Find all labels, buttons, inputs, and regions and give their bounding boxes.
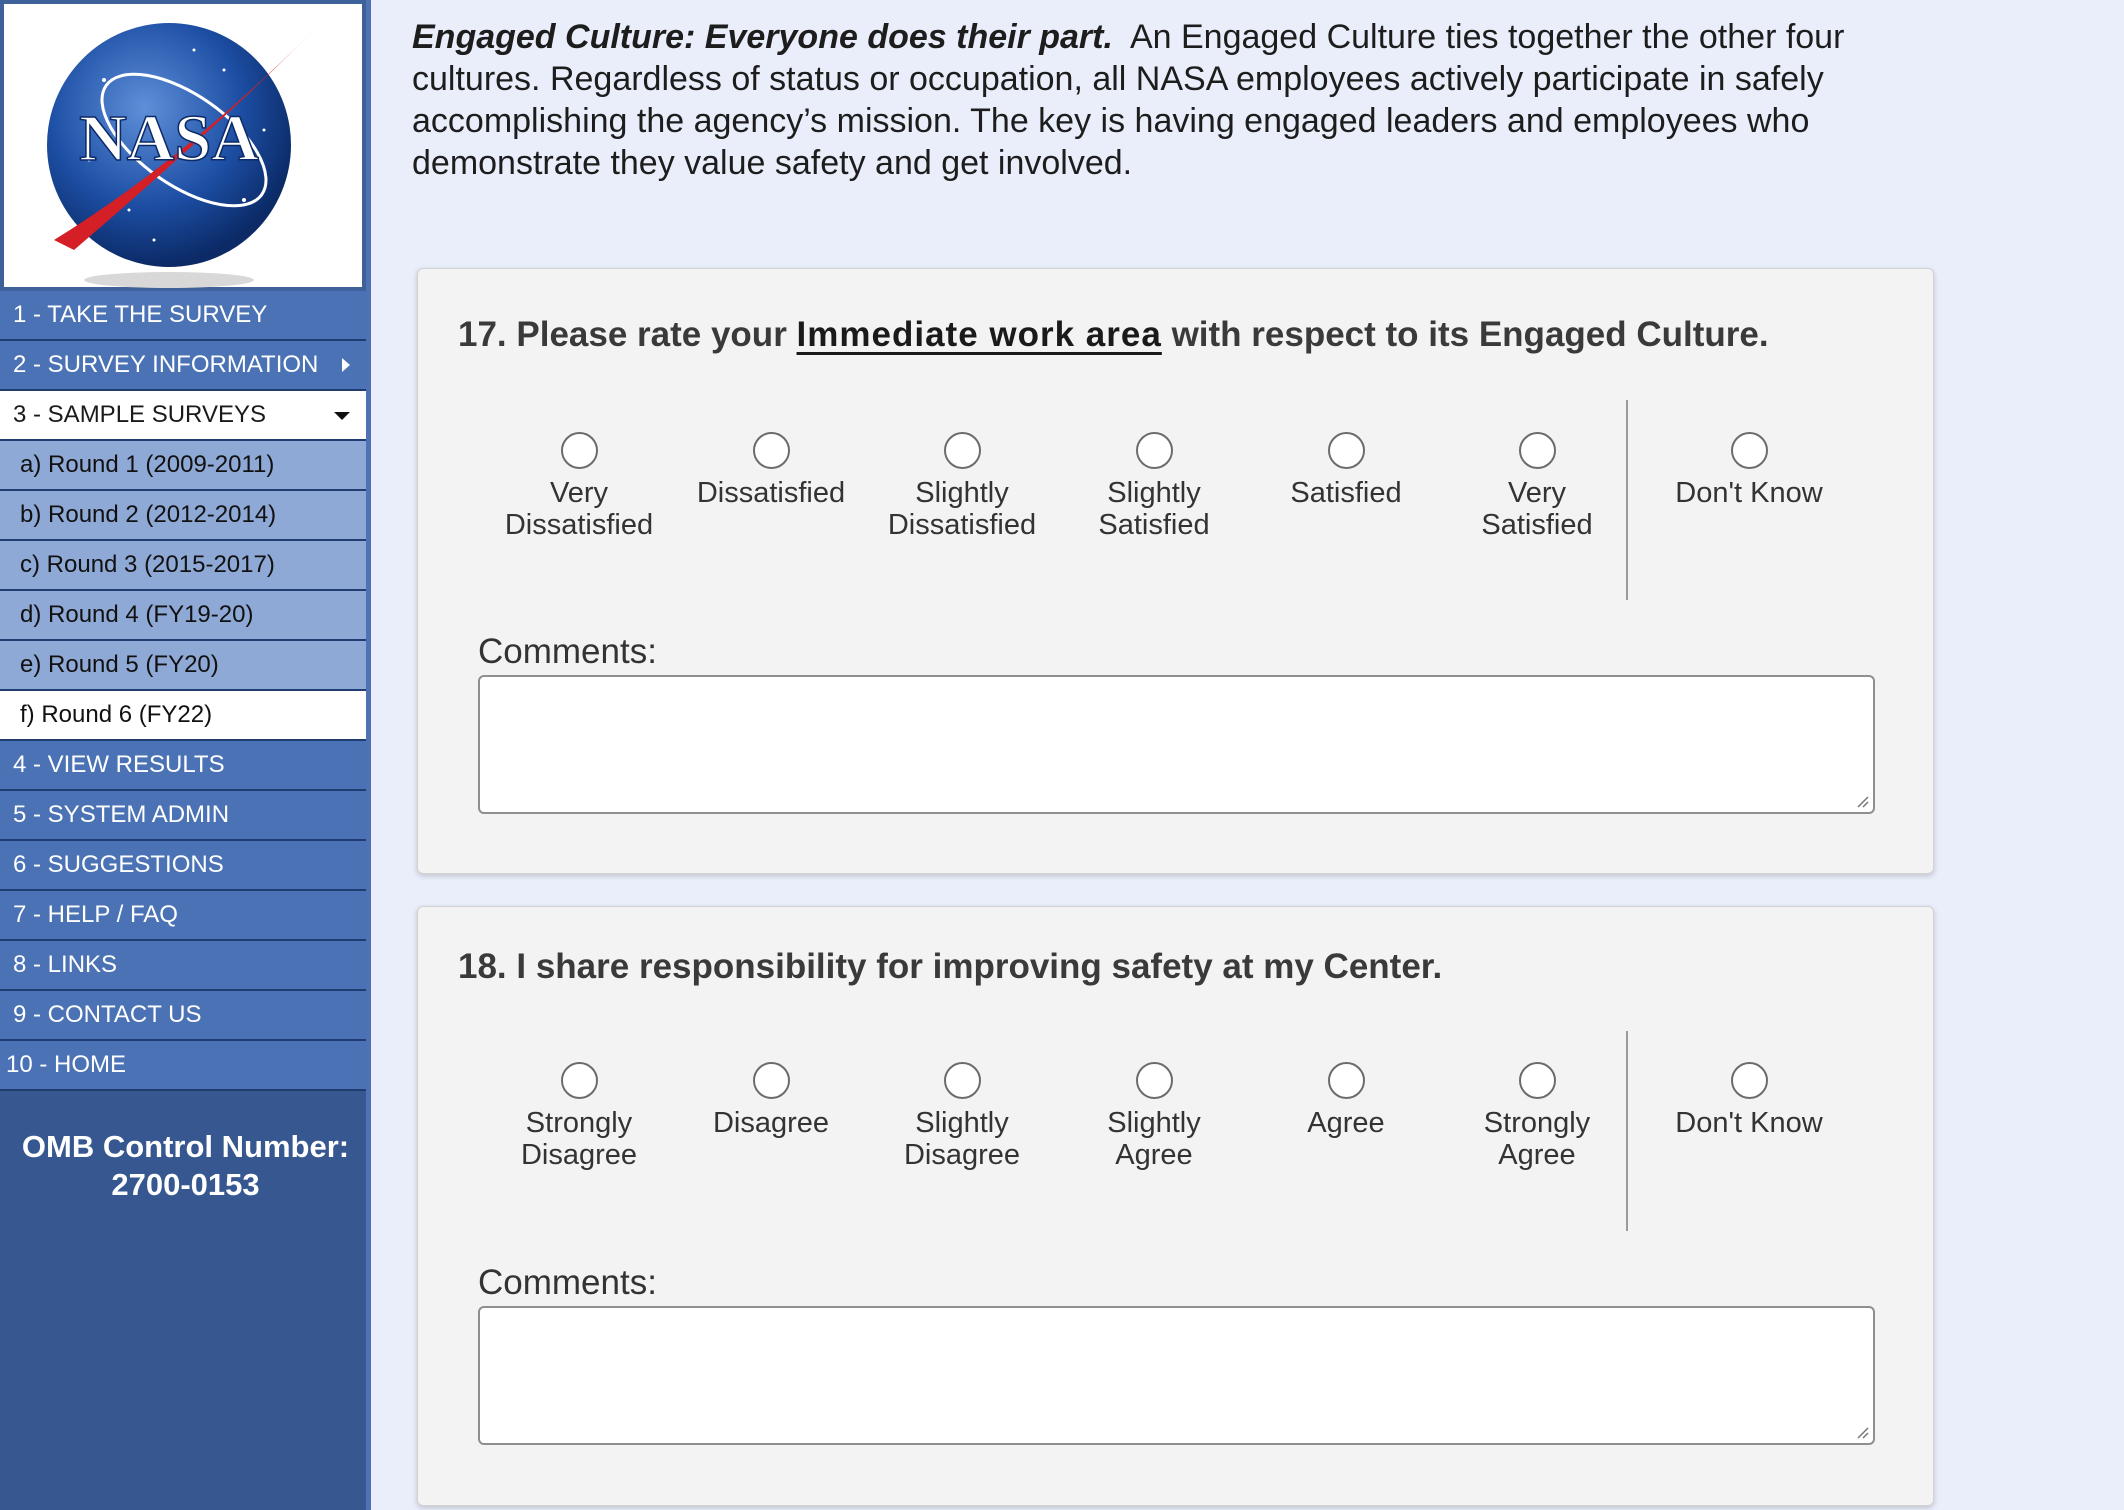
radio-button[interactable] bbox=[944, 1062, 981, 1099]
radio-button[interactable] bbox=[1328, 432, 1365, 469]
option-label: Satisfied bbox=[1290, 477, 1402, 509]
sidebar-item-label: f) Round 6 (FY22) bbox=[20, 701, 213, 728]
option-label: Don't Know bbox=[1675, 1107, 1823, 1139]
option-dont-know[interactable] bbox=[1654, 1062, 1844, 1139]
sidebar-item-label: e) Round 5 (FY20) bbox=[20, 651, 219, 678]
caret-right-icon bbox=[342, 358, 350, 372]
sidebar-subitem-round-6[interactable] bbox=[0, 691, 366, 741]
option-label: Dissatisfied bbox=[887, 509, 1037, 541]
option-label: Disagree bbox=[903, 1139, 1021, 1171]
option-label: Very bbox=[549, 477, 609, 509]
sidebar-item-label: c) Round 3 (2015-2017) bbox=[20, 551, 275, 578]
radio-button[interactable] bbox=[753, 1062, 790, 1099]
radio-button[interactable] bbox=[1136, 432, 1173, 469]
sidebar-item-label: 6 - SUGGESTIONS bbox=[13, 851, 224, 878]
option-label: Dissatisfied bbox=[696, 477, 846, 509]
option-label: Slightly bbox=[915, 1107, 1009, 1139]
nasa-meatball-icon bbox=[34, 10, 334, 290]
option-label: Strongly bbox=[525, 1107, 633, 1139]
caret-down-icon bbox=[334, 412, 350, 420]
radio-button[interactable] bbox=[561, 432, 598, 469]
comments-textarea[interactable] bbox=[478, 1306, 1875, 1445]
option-dissatisfied[interactable] bbox=[676, 432, 866, 509]
sidebar-item-label: 2 - SURVEY INFORMATION bbox=[13, 351, 319, 378]
options-divider bbox=[1626, 1031, 1628, 1231]
option-strongly-disagree[interactable] bbox=[484, 1062, 674, 1171]
sidebar-item-suggestions[interactable] bbox=[0, 841, 366, 891]
sidebar-item-home[interactable] bbox=[0, 1041, 366, 1091]
option-label: Satisfied bbox=[1098, 509, 1210, 541]
comments-textarea[interactable] bbox=[478, 675, 1875, 814]
sidebar-item-system-admin[interactable] bbox=[0, 791, 366, 841]
sidebar-subitem-round-4[interactable] bbox=[0, 591, 366, 641]
sidebar-item-view-results[interactable] bbox=[0, 741, 366, 791]
question-card-17 bbox=[417, 268, 1934, 874]
sidebar-item-links[interactable] bbox=[0, 941, 366, 991]
sidebar-subitem-round-1[interactable] bbox=[0, 441, 366, 491]
option-label: Satisfied bbox=[1481, 509, 1593, 541]
options-divider bbox=[1626, 400, 1628, 600]
sidebar-item-label: 4 - VIEW RESULTS bbox=[13, 751, 225, 778]
sidebar-item-contact-us[interactable] bbox=[0, 991, 366, 1041]
option-label: Disagree bbox=[520, 1139, 638, 1171]
option-very-dissatisfied[interactable] bbox=[484, 432, 674, 541]
omb-label: OMB Control Number: bbox=[21, 1129, 350, 1164]
option-label: Slightly bbox=[1107, 477, 1201, 509]
sidebar-item-label: b) Round 2 (2012-2014) bbox=[20, 501, 277, 528]
nasa-logo[interactable] bbox=[0, 0, 366, 291]
comments-label: Comments: bbox=[478, 1263, 657, 1302]
radio-button[interactable] bbox=[561, 1062, 598, 1099]
radio-button[interactable] bbox=[1731, 432, 1768, 469]
option-slightly-dissatisfied[interactable] bbox=[867, 432, 1057, 541]
radio-button[interactable] bbox=[1328, 1062, 1365, 1099]
resize-grip-icon[interactable] bbox=[1855, 794, 1869, 808]
option-label: Disagree bbox=[712, 1107, 830, 1139]
sidebar-item-label: 10 - HOME bbox=[6, 1051, 127, 1078]
option-agree[interactable] bbox=[1251, 1062, 1441, 1139]
option-very-satisfied[interactable] bbox=[1442, 432, 1632, 541]
question-title bbox=[458, 315, 1769, 355]
option-label: Strongly bbox=[1483, 1107, 1591, 1139]
radio-button[interactable] bbox=[1519, 1062, 1556, 1099]
sidebar-item-survey-information[interactable] bbox=[0, 341, 366, 391]
omb-number: 2700-0153 bbox=[111, 1167, 260, 1202]
sidebar-subitem-round-5[interactable] bbox=[0, 641, 366, 691]
omb-control-number bbox=[0, 1128, 371, 1204]
option-strongly-agree[interactable] bbox=[1442, 1062, 1632, 1171]
option-slightly-agree[interactable] bbox=[1059, 1062, 1249, 1171]
radio-button[interactable] bbox=[753, 432, 790, 469]
intro-lead: Engaged Culture: Everyone does their part. bbox=[412, 18, 1113, 56]
sidebar-item-label: 7 - HELP / FAQ bbox=[13, 901, 178, 928]
sidebar-item-label: 9 - CONTACT US bbox=[13, 1001, 202, 1028]
option-label: Slightly bbox=[1107, 1107, 1201, 1139]
option-label: Very bbox=[1507, 477, 1567, 509]
question-prefix: 18. I share responsibility for improving safety at my Center. bbox=[458, 947, 1443, 986]
option-label: Slightly bbox=[915, 477, 1009, 509]
question-card-18 bbox=[417, 906, 1934, 1506]
option-label: Agree bbox=[1498, 1139, 1576, 1171]
option-label: Agree bbox=[1307, 1107, 1385, 1139]
option-disagree[interactable] bbox=[676, 1062, 866, 1139]
sidebar-item-label: 5 - SYSTEM ADMIN bbox=[13, 801, 230, 828]
resize-grip-icon[interactable] bbox=[1855, 1425, 1869, 1439]
svg-text:NASA: NASA bbox=[79, 102, 259, 175]
sidebar-item-label: 1 - TAKE THE SURVEY bbox=[13, 301, 268, 328]
question-prefix: 17. Please rate your bbox=[458, 315, 787, 354]
sidebar-item-help-faq[interactable] bbox=[0, 891, 366, 941]
sidebar-item-label: a) Round 1 (2009-2011) bbox=[20, 451, 275, 478]
option-label: Dissatisfied bbox=[504, 509, 654, 541]
option-slightly-disagree[interactable] bbox=[867, 1062, 1057, 1171]
radio-button[interactable] bbox=[944, 432, 981, 469]
sidebar-subitem-round-2[interactable] bbox=[0, 491, 366, 541]
sidebar-nav bbox=[0, 291, 366, 1091]
sidebar-item-label: d) Round 4 (FY19-20) bbox=[20, 601, 254, 628]
sidebar bbox=[0, 0, 371, 1510]
radio-button[interactable] bbox=[1731, 1062, 1768, 1099]
question-suffix: with respect to its Engaged Culture. bbox=[1171, 315, 1769, 354]
option-label: Agree bbox=[1115, 1139, 1193, 1171]
sidebar-item-sample-surveys[interactable] bbox=[0, 391, 366, 441]
radio-button[interactable] bbox=[1519, 432, 1556, 469]
intro-body: An Engaged Culture ties together the other four cultures. Regardless of status or occupation, all NASA employees actively participate in safely accomplishing the agency’s mission. The key is having engaged leaders and employees who demonstrate they value safety and get involved. bbox=[412, 18, 1845, 182]
comments-label: Comments: bbox=[478, 632, 657, 671]
question-emphasis: Immediate work area bbox=[796, 315, 1162, 354]
option-dont-know[interactable] bbox=[1654, 432, 1844, 509]
question-title bbox=[458, 947, 1442, 987]
sidebar-subitem-round-3[interactable] bbox=[0, 541, 366, 591]
section-intro bbox=[412, 16, 1972, 184]
sidebar-item-take-survey[interactable] bbox=[0, 291, 366, 341]
option-label: Don't Know bbox=[1675, 477, 1823, 509]
radio-button[interactable] bbox=[1136, 1062, 1173, 1099]
option-slightly-satisfied[interactable] bbox=[1059, 432, 1249, 541]
sidebar-item-label: 8 - LINKS bbox=[13, 951, 118, 978]
option-satisfied[interactable] bbox=[1251, 432, 1441, 509]
sidebar-item-label: 3 - SAMPLE SURVEYS bbox=[13, 401, 266, 428]
